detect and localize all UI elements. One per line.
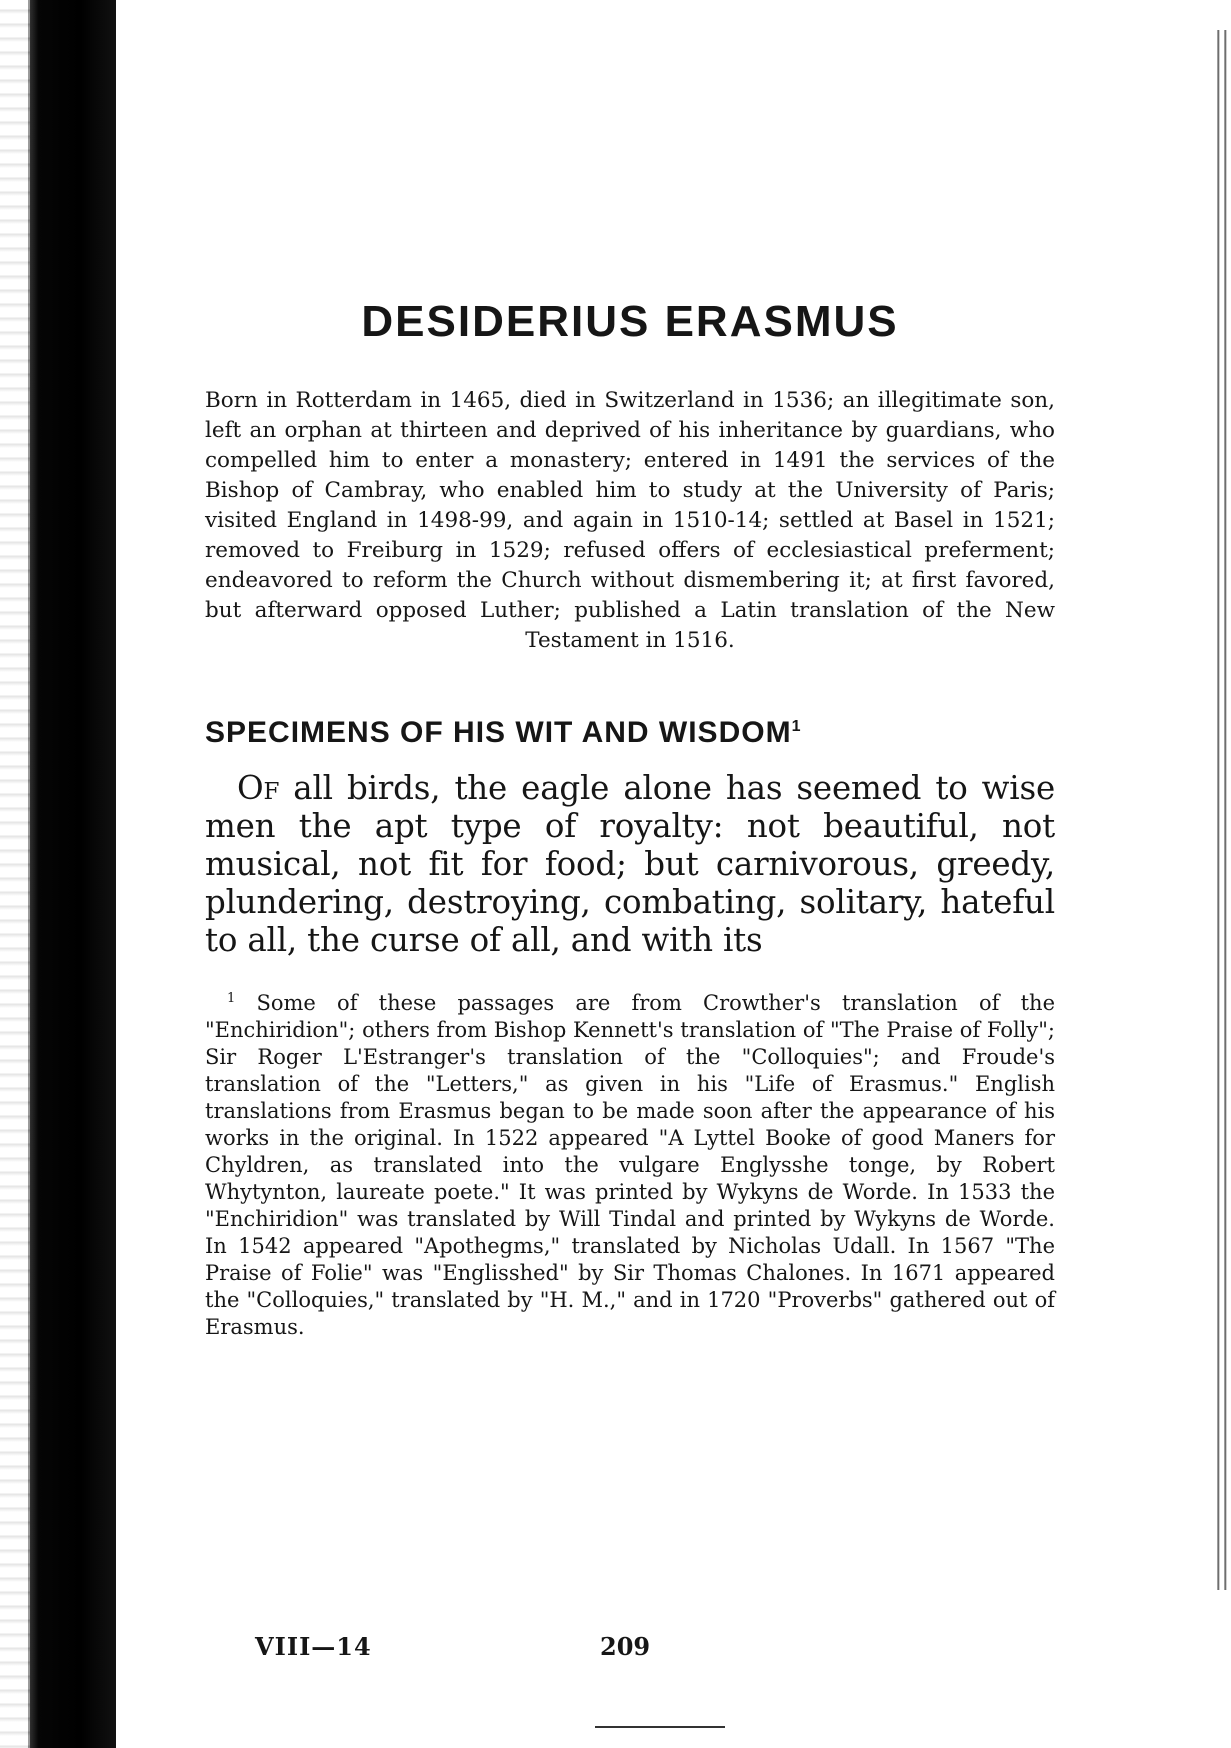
footnote-marker: 1 [227,991,236,1006]
footnote [205,985,1055,1341]
footnote-reference: 1 [791,718,802,735]
bottom-rule [595,1726,725,1728]
biography-paragraph: Born in Rotterdam in 1465, died in Switzerland in 1536; an illegitimate son, left an orphan at thirteen and deprived of his inheritance by guardians, who compelled him to enter a monastery; entered in 1491 the services of the Bishop of Cambray, who enabled him to study at the University of Paris; visited England in 1498-99, and again in 1510-14; settled at Basel in 1521; removed to Freiburg in 1529; refused offers of ecclesiastical preferment; endeavored to reform the Church without dismembering it; at first favored, but afterward opposed Luther; published a Latin translation of the New Testament in 1516. [205,388,1055,653]
binding-shadow [28,0,116,1748]
body-paragraph [205,769,1055,959]
page-content [205,297,1055,1341]
signature-mark: VIII—14 [255,1632,372,1661]
body-lead-word: Of [237,769,280,807]
page-edge [1213,30,1231,1590]
body-text: all birds, the eagle alone has seemed to wise men the apt type of royalty: not beautiful, not musical, not fit for food; but carnivorous, greedy, plundering, destroying, combating, solitary, hateful to all, the curse of all, and with its [205,769,1055,959]
section-heading-text: SPECIMENS OF HIS WIT AND WISDOM [205,716,792,749]
page-title: DESIDERIUS ERASMUS [361,297,899,346]
section-heading [205,716,1055,749]
page-number: 209 [600,1632,651,1661]
footnote-text: Some of these passages are from Crowther's translation of the "Enchiridion"; others from Bishop Kennett's translation of "The Praise of Folly"; Sir Roger L'Estranger's translation of the "Colloquies"; and Froude's translation of the "Letters," as given in his "Life of Erasmus." English translations from Erasmus began to be made soon after the appearance of his works in the original. In 1522 appeared "A Lyttel Booke of good Maners for Chyldren, as translated into the vulgare Englysshe tonge, by Robert Whytynton, laureate poete." It was printed by Wykyns de Worde. In 1533 the "Enchiridion" was translated by Will Tindal and printed by Wykyns de Worde. In 1542 appeared "Apothegms," translated by Nicholas Udall. In 1567 "The Praise of Folie" was "Englisshed" by Sir Thomas Chalones. In 1671 appeared the "Colloquies," translated by "H. M.," and in 1720 "Proverbs" gathered out of Erasmus. [205,991,1055,1339]
